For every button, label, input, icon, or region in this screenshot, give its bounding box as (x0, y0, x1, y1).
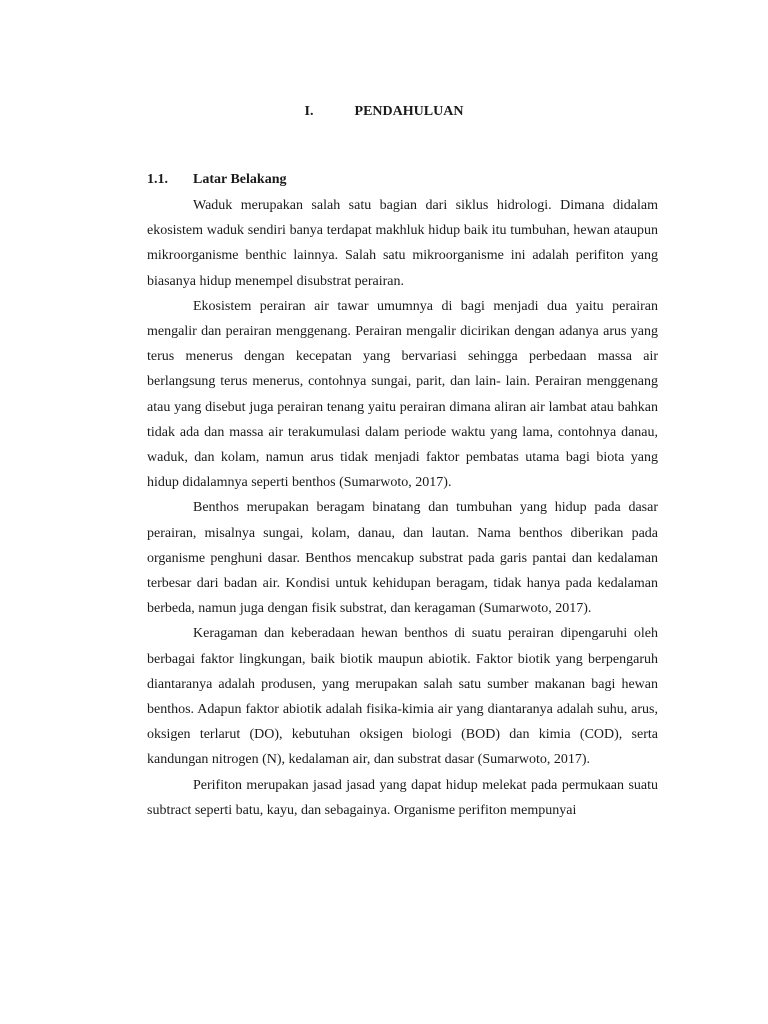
chapter-number: I. (304, 104, 314, 119)
paragraph-2: Ekosistem perairan air tawar umumnya di bagi menjadi dua yaitu perairan mengalir dan perairan menggenang. Perairan mengalir dicirikan dengan adanya arus yang terus menerus dengan kecepatan yang bervariasi sehingga perbedaan massa air berlangsung terus menerus, contohnya sungai, parit, dan lain- lain. Perairan menggenang atau yang disebut juga perairan tenang yaitu perairan dimana aliran air lambat atau bahkan tidak ada dan massa air terakumulasi dalam periode waktu yang lama, contohnya danau, waduk, dan kolam, namun arus tidak menjadi faktor pembatas utama bagi biota yang hidup didalamnya seperti benthos (Sumarwoto, 2017). (147, 298, 658, 491)
chapter-title: PENDAHULUAN (354, 104, 464, 119)
chapter-heading (0, 102, 768, 122)
paragraph-3: Benthos merupakan beragam binatang dan tumbuhan yang hidup pada dasar perairan, misalnya sungai, kolam, danau, dan lautan. Nama benthos diberikan pada organisme penghuni dasar. Benthos mencakup substrat pada garis pantai dan kedalaman terbesar dari badan air. Kondisi untuk kehidupan beragam, tidak hanya pada kedalaman berbeda, namun juga dengan fisik substrat, dan keragaman (Sumarwoto, 2017). (147, 500, 658, 617)
paragraph-4: Keragaman dan keberadaan hewan benthos di suatu perairan dipengaruhi oleh berbagai faktor lingkungan, baik biotik maupun abiotik. Faktor biotik yang berpengaruh diantaranya adalah produsen, yang merupakan salah satu sumber makanan bagi hewan benthos. Adapun faktor abiotik adalah fisika-kimia air yang diantaranya adalah suhu, arus, oksigen terlarut (DO), kebutuhan oksigen biologi (BOD) dan kimia (COD), serta kandungan nitrogen (N), kedalaman air, dan substrat dasar (Sumarwoto, 2017). (147, 626, 658, 768)
section-number: 1.1. (147, 172, 168, 187)
paragraph-5: Perifiton merupakan jasad jasad yang dapat hidup melekat pada permukaan suatu subtract seperti batu, kayu, dan sebagainya. Organisme perifiton mempunyai (147, 777, 658, 818)
body-text (147, 193, 658, 823)
section-title: Latar Belakang (193, 172, 287, 187)
paragraph-1: Waduk merupakan salah satu bagian dari siklus hidrologi. Dimana didalam ekosistem waduk sendiri banya terdapat makhluk hidup baik itu tumbuhan, hewan ataupun mikroorganisme benthic lainnya. Salah satu mikroorganisme ini adalah perifiton yang biasanya hidup menempel disubstrat perairan. (147, 198, 658, 289)
section-heading (147, 170, 286, 190)
